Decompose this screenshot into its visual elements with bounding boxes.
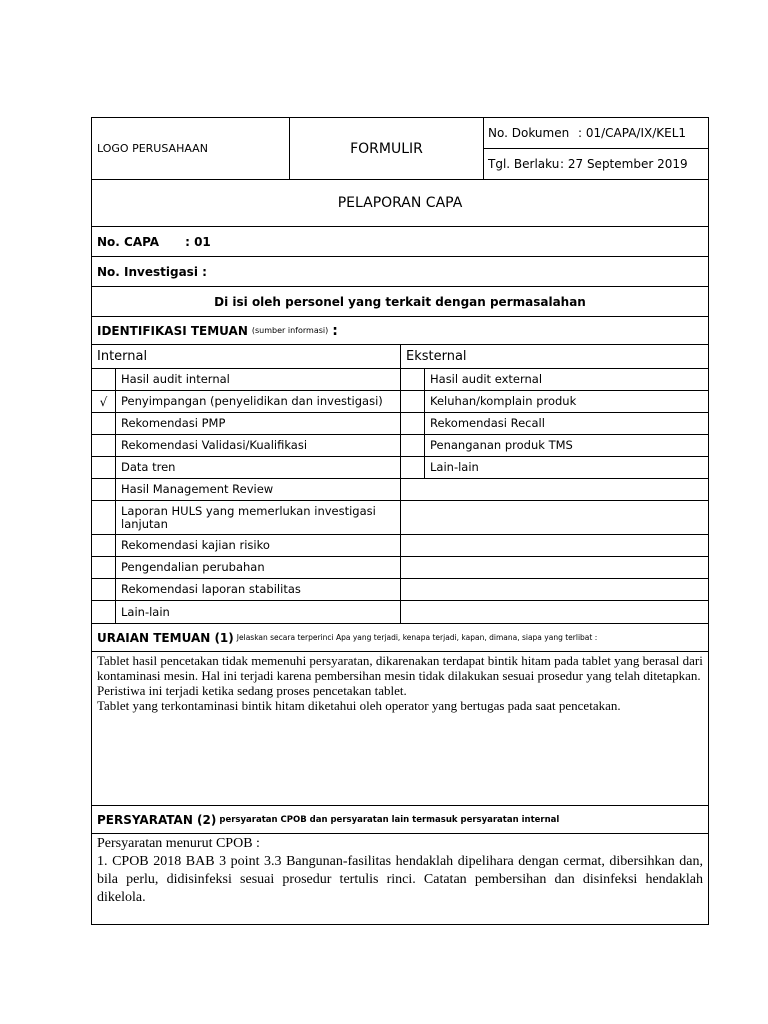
empty-row xyxy=(401,535,708,557)
item-label: Penyimpangan (penyelidikan dan investigasi) xyxy=(121,394,383,408)
item-label: Hasil audit external xyxy=(430,372,543,386)
finding-identification-heading xyxy=(92,317,708,345)
fill-instruction: Di isi oleh personel yang terkait dengan permasalahan xyxy=(92,287,708,317)
checkbox[interactable] xyxy=(92,601,116,623)
finding-paragraph: Tablet yang terkontaminasi bintik hitam diketahui oleh operator yang bertugas pada saat pencetakan. xyxy=(97,698,621,713)
external-column xyxy=(401,345,708,623)
finding-identification-label: IDENTIFIKASI TEMUAN xyxy=(97,323,248,338)
document-number xyxy=(484,118,708,149)
capa-form xyxy=(91,117,709,925)
checkbox[interactable] xyxy=(92,413,116,434)
capa-number-value: : 01 xyxy=(185,234,211,249)
item-label: Penanganan produk TMS xyxy=(430,438,573,452)
item-label: Pengendalian perubahan xyxy=(121,560,265,574)
requirements-body[interactable] xyxy=(92,834,708,924)
finding-paragraph: Tablet hasil pencetakan tidak memenuhi persyaratan, dikarenakan terdapat bintik hitam pada tablet yang berasal dari kontaminasi mesin. Hal ini terjadi karena pembersihan mesin tidak dilakukan sesuai prosedur yang telah ditetapkan. xyxy=(97,653,703,683)
checkbox[interactable] xyxy=(92,435,116,456)
checkbox[interactable] xyxy=(92,501,116,534)
item-label: Rekomendasi Validasi/Kualifikasi xyxy=(121,438,308,452)
list-item xyxy=(92,579,400,601)
document-number-label: No. Dokumen xyxy=(488,126,570,140)
requirements-paragraph: Persyaratan menurut CPOB : xyxy=(97,836,260,851)
finding-description-label: URAIAN TEMUAN (1) xyxy=(97,630,234,645)
list-item xyxy=(92,369,400,391)
item-label: Keluhan/komplain produk xyxy=(430,394,577,408)
list-item xyxy=(401,391,708,413)
item-label: Data tren xyxy=(121,460,176,474)
checkbox[interactable] xyxy=(92,557,116,578)
finding-description-body[interactable] xyxy=(92,652,708,806)
requirements-heading xyxy=(92,806,708,834)
effective-date xyxy=(484,149,708,179)
empty-row xyxy=(401,601,708,623)
list-item xyxy=(92,479,400,501)
list-item xyxy=(401,435,708,457)
finding-identification-colon: : xyxy=(332,322,338,339)
requirements-label: PERSYARATAN (2) xyxy=(97,812,217,827)
finding-description-note: Jelaskan secara terperinci Apa yang terjadi, kenapa terjadi, kapan, dimana, siapa yang terlibat : xyxy=(236,633,598,642)
capa-number-row xyxy=(92,227,708,257)
requirements-paragraph: 1. CPOB 2018 BAB 3 point 3.3 Bangunan-fasilitas hendaklah dipelihara dengan cermat, dibersihkan dan, bila perlu, didisinfeksi sesuai prosedur tertulis rinci. Catatan pembersihan dan disinfeksi hendaklah dikelola. xyxy=(97,854,703,905)
checkbox[interactable] xyxy=(92,579,116,600)
list-item xyxy=(92,601,400,623)
empty-row xyxy=(401,479,708,501)
checkbox[interactable] xyxy=(401,413,425,434)
internal-heading: Internal xyxy=(92,345,400,369)
form-title: PELAPORAN CAPA xyxy=(92,180,708,227)
requirements-note: persyaratan CPOB dan persyaratan lain termasuk persyaratan internal xyxy=(219,814,560,825)
item-label: Hasil Management Review xyxy=(121,482,274,496)
item-label: Rekomendasi Recall xyxy=(430,416,545,430)
list-item xyxy=(92,557,400,579)
checkbox[interactable] xyxy=(401,391,425,412)
list-item xyxy=(92,391,400,413)
finding-description-heading xyxy=(92,624,708,652)
item-label: Rekomendasi laporan stabilitas xyxy=(121,582,301,596)
form-header xyxy=(92,118,708,180)
list-item xyxy=(92,413,400,435)
company-logo-placeholder: LOGO PERUSAHAAN xyxy=(92,118,290,179)
item-label: Lain-lain xyxy=(121,604,170,619)
finding-paragraph: Peristiwa ini terjadi ketika sedang proses pencetakan tablet. xyxy=(97,683,407,698)
checkbox[interactable] xyxy=(92,535,116,556)
checkbox[interactable] xyxy=(401,369,425,390)
item-label: Hasil audit internal xyxy=(121,372,230,386)
list-item xyxy=(92,457,400,479)
capa-number-label: No. CAPA xyxy=(97,234,160,249)
effective-date-label: Tgl. Berlaku xyxy=(488,157,560,171)
internal-column xyxy=(92,345,401,623)
list-item xyxy=(401,413,708,435)
checkbox[interactable] xyxy=(401,435,425,456)
external-heading: Eksternal xyxy=(401,345,708,369)
item-label: Laporan HULS yang memerlukan investigasi lanjutan xyxy=(121,503,376,531)
investigation-number-label: No. Investigasi : xyxy=(97,264,207,279)
form-type: FORMULIR xyxy=(290,118,484,179)
list-item xyxy=(92,535,400,557)
effective-date-value: : 27 September 2019 xyxy=(560,157,688,171)
checkbox[interactable] xyxy=(401,457,425,478)
item-label: Lain-lain xyxy=(430,460,479,474)
document-number-value: : 01/CAPA/IX/KEL1 xyxy=(578,126,687,140)
item-label: Rekomendasi kajian risiko xyxy=(121,538,270,552)
checkbox[interactable] xyxy=(92,369,116,390)
list-item xyxy=(92,435,400,457)
document-meta xyxy=(484,118,708,179)
list-item xyxy=(401,369,708,391)
investigation-number-row xyxy=(92,257,708,287)
empty-row xyxy=(401,557,708,579)
list-item xyxy=(401,457,708,479)
empty-row xyxy=(401,501,708,535)
item-label: Rekomendasi PMP xyxy=(121,416,226,430)
source-table xyxy=(92,345,708,624)
list-item xyxy=(92,501,400,535)
checkbox[interactable]: √ xyxy=(92,391,116,412)
checkbox[interactable] xyxy=(92,479,116,500)
checkbox[interactable] xyxy=(92,457,116,478)
empty-row xyxy=(401,579,708,601)
finding-identification-note: (sumber informasi) xyxy=(251,326,329,335)
